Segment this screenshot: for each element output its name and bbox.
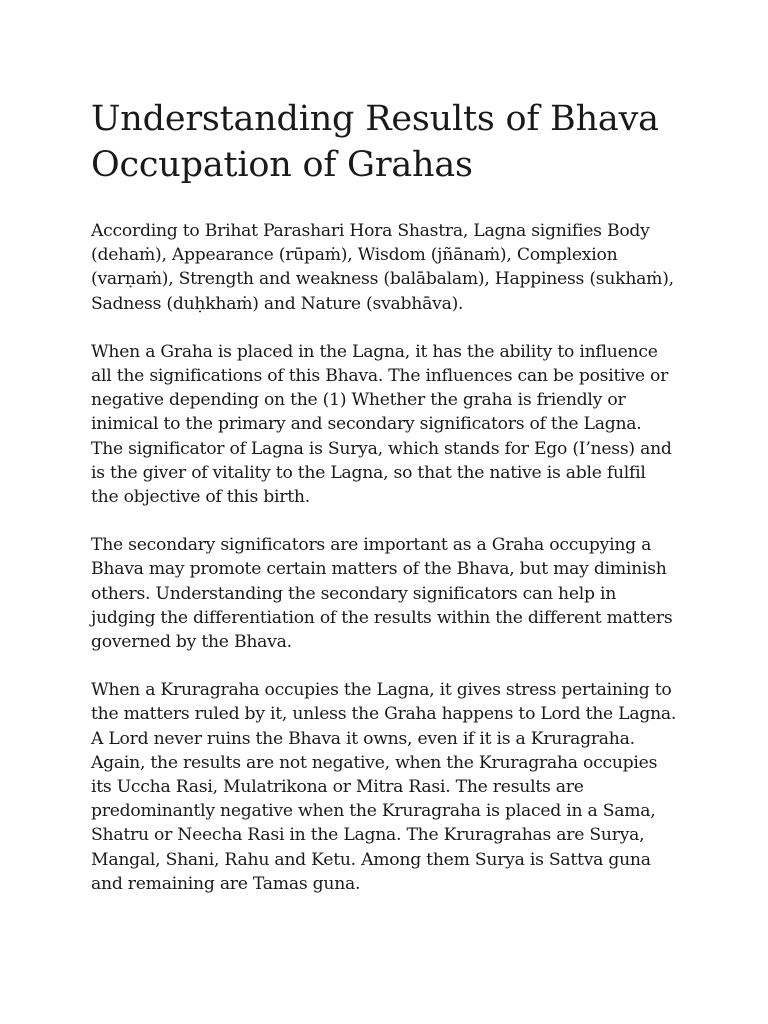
paragraph-secondary-significators: The secondary significators are important as a Graha occupying a Bhava may promote certain matters of the Bhava, but may diminish others. Understanding the secondary significators can help in judging the differentiation of the results within the different matters governed by the Bhava. — [91, 535, 673, 653]
paragraph-graha-in-lagna: When a Graha is placed in the Lagna, it has the ability to influence all the significations of this Bhava. The influences can be positive or negative depending on the (1) Whether the graha is friendly or inimical to the primary and secondary significators of the Lagna. The significator of Lagna is Surya, which stands for Ego (I’ness) and is the giver of vitality to the Lagna, so that the native is able fulfil the objective of this birth. — [91, 341, 672, 508]
paragraph-kruragraha: When a Kruragraha occupies the Lagna, it gives stress pertaining to the matters ruled by it, unless the Graha happens to Lord the Lagna. A Lord never ruins the Bhava it owns, even if it is a Kruragraha. Again, the results are not negative, when the Kruragraha occupies its Uccha Rasi, Mulatrikona or Mitra Rasi. The results are predominantly negative when the Kruragraha is placed in a Sama, Shatru or Neecha Rasi in the Lagna. The Kruragrahas are Surya, Mangal, Shani, Rahu and Ketu. Among them Surya is Sattva guna and remaining are Tamas guna. — [91, 680, 677, 894]
document-title: Understanding Results of Bhava Occupation of Grahas — [91, 99, 659, 185]
paragraph-lagna-significations: According to Brihat Parashari Hora Shastra, Lagna signifies Body (dehaṁ), Appearance (rūpaṁ), Wisdom (jñānaṁ), Complexion (varṇaṁ), Strength and weakness (balābalam), Happiness (sukhaṁ), Sadness (duḥkhaṁ) and Nature (svabhāva). — [91, 221, 674, 314]
